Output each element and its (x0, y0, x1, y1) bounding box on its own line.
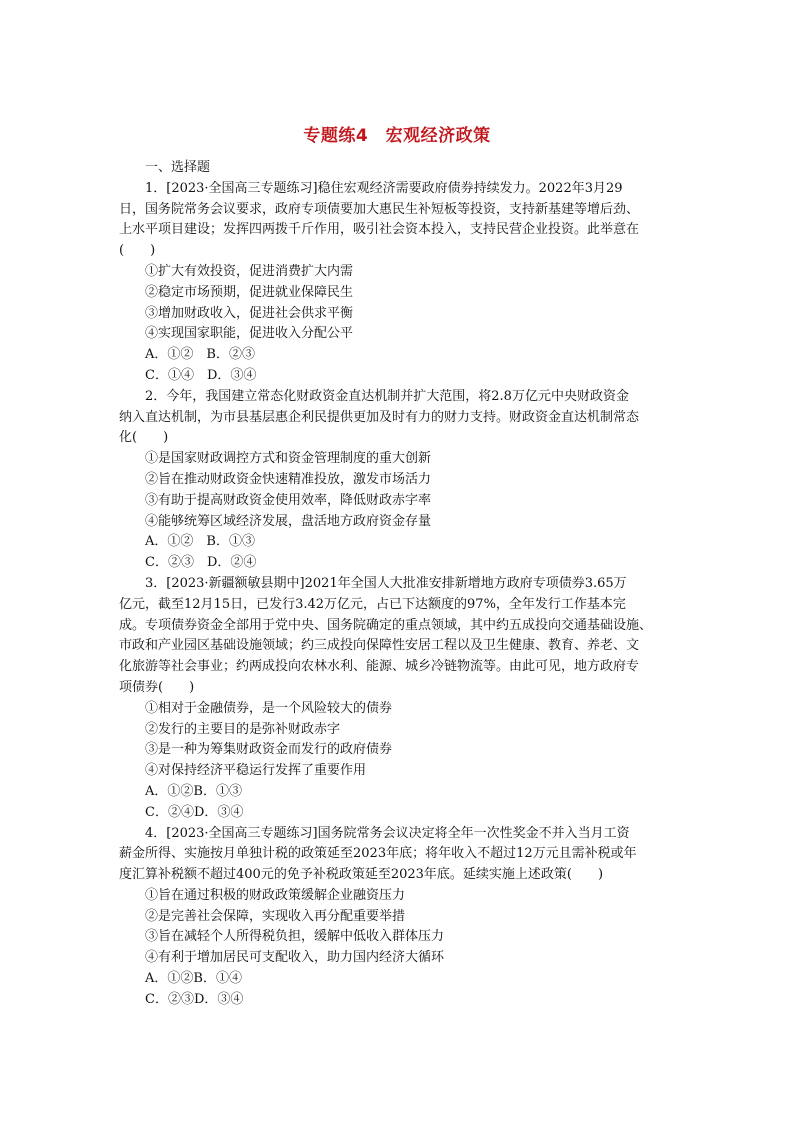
question-stem-line: 纳入直达机制，为市县基层惠企利民提供更加及时有力的财力支持。财政资金直达机制常态 (119, 409, 640, 425)
question-stem-line: 3．[2023·新疆额敏县期中]2021年全国人大批准安排新增地方政府专项债券3.65万 (145, 575, 627, 591)
question-stem-line: 1．[2023·全国高三专题练习]稳住宏观经济需要政府债券持续发力。2022年3月29 (145, 180, 623, 196)
answer-choices: C．②③ D．②④ (145, 555, 257, 571)
question-4 (119, 824, 677, 1011)
statement-item: ②旨在推动财政资金快速精准投放，激发市场活力 (145, 471, 432, 487)
question-stem-line: 度汇算补税额不超过400元的免予补税政策延至2023年底。延续实施上述政策( ) (119, 867, 604, 883)
question-stem-line: ( ) (119, 243, 156, 259)
statement-item: ④有利于增加居民可支配收入，助力国内经济大循环 (145, 950, 445, 966)
question-stem-line: 化( ) (119, 430, 169, 446)
answer-choices: A．①②B．①④ (145, 971, 242, 987)
statement-item: ③旨在减轻个人所得税负担，缓解中低收入群体压力 (145, 929, 445, 945)
question-stem-line: 化旅游等社会事业；约两成投向农林水利、能源、城乡冷链物流等。由此可见，地方政府专 (119, 659, 640, 675)
statement-item: ①旨在通过积极的财政政策缓解企业融资压力 (145, 887, 406, 903)
question-stem-line: 项债券( ) (119, 679, 195, 695)
statement-item: ①相对于金融债券，是一个风险较大的债券 (145, 700, 393, 716)
answer-choices: C．①④ D．③④ (145, 367, 257, 383)
statement-item: ③是一种为筹集财政资金而发行的政府债券 (145, 742, 393, 758)
document-body (119, 158, 677, 1011)
question-2 (119, 387, 677, 574)
statement-item: ①扩大有效投资，促进消费扩大内需 (145, 263, 354, 279)
statement-item: ②是完善社会保障，实现收入再分配重要举措 (145, 908, 406, 924)
question-stem-line: 成。专项债券资金全部用于党中央、国务院确定的重点领域，其中约五成投向交通基础设施、 (119, 617, 653, 633)
statement-item: ②发行的主要目的是弥补财政赤字 (145, 721, 341, 737)
question-stem-line: 薪金所得、实施按月单独计税的政策延至2023年底；将年收入不超过12万元且需补税或年 (119, 846, 637, 862)
answer-choices: A．①② B．①③ (145, 534, 255, 550)
question-3 (119, 574, 677, 824)
question-stem-line: 4．[2023·全国高三专题练习]国务院常务会议决定将全年一次性奖金不并入当月工资 (145, 825, 630, 841)
answer-choices: C．②④D．③④ (145, 804, 244, 820)
question-stem-line: 上水平项目建设；发挥四两拨千斤作用，吸引社会资本投入，支持民营企业投资。此举意在 (119, 222, 640, 238)
question-1 (119, 179, 677, 387)
statement-item: ④实现国家职能，促进收入分配公平 (145, 326, 354, 342)
statement-item: ①是国家财政调控方式和资金管理制度的重大创新 (145, 451, 432, 467)
section-heading: 一、选择题 (145, 160, 211, 175)
statement-item: ③有助于提高财政资金使用效率，降低财政赤字率 (145, 492, 432, 508)
statement-item: ③增加财政收入，促进社会供求平衡 (145, 305, 354, 321)
question-stem-line: 亿元，截至12月15日，已发行3.42万亿元，占已下达额度的97%，全年发行工作基本完 (119, 596, 626, 612)
answer-choices: A．①② B．②③ (145, 347, 255, 363)
question-stem-line: 市政和产业园区基础设施领域；约三成投向保障性安居工程以及卫生健康、教育、养老、文 (119, 638, 640, 654)
statement-item: ④对保持经济平稳运行发挥了重要作用 (145, 763, 367, 779)
question-stem-line: 日，国务院常务会议要求，政府专项债要加大惠民生补短板等投资，支持新基建等增后劲、 (119, 201, 640, 217)
page-title: 专题练4 宏观经济政策 (303, 126, 491, 146)
answer-choices: A．①②B．①③ (145, 783, 242, 799)
statement-item: ④能够统筹区域经济发展，盘活地方政府资金存量 (145, 513, 432, 529)
answer-choices: C．②③D．③④ (145, 991, 244, 1007)
statement-item: ②稳定市场预期，促进就业保障民生 (145, 284, 354, 300)
question-stem-line: 2．今年，我国建立常态化财政资金直达机制并扩大范围，将2.8万亿元中央财政资金 (145, 388, 629, 404)
